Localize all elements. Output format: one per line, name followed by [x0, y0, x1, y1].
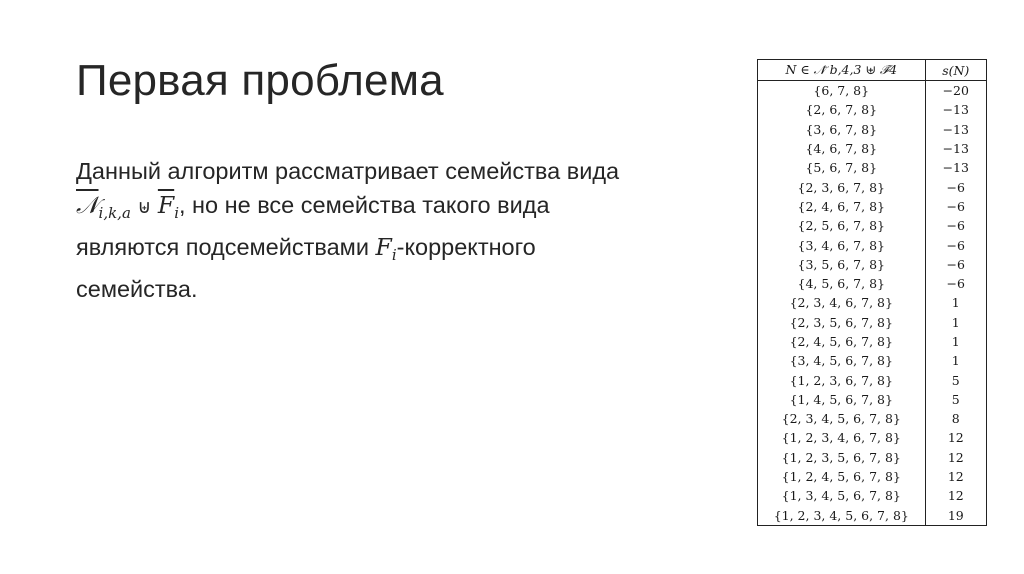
s-value-cell: 12 — [925, 467, 986, 486]
set-cell: {2, 3, 6, 7, 8} — [758, 177, 926, 196]
s-value-cell: −20 — [925, 81, 986, 101]
set-cell: {1, 4, 5, 6, 7, 8} — [758, 390, 926, 409]
table-row — [758, 409, 987, 428]
s-value-cell: 1 — [925, 293, 986, 312]
math-n-subscript: i,k,a — [98, 204, 131, 222]
set-cell: {4, 5, 6, 7, 8} — [758, 274, 926, 293]
set-cell: {1, 2, 3, 5, 6, 7, 8} — [758, 448, 926, 467]
table-row — [758, 428, 987, 447]
s-value-cell: 12 — [925, 486, 986, 505]
table-row — [758, 467, 987, 486]
set-cell: {3, 4, 6, 7, 8} — [758, 235, 926, 254]
body-line-1: Данный алгоритм рассматривает семейства вида — [76, 158, 620, 184]
s-value-cell: −6 — [925, 235, 986, 254]
table-row — [758, 506, 987, 526]
s-value-cell: 1 — [925, 332, 986, 351]
math-f2-symbol: F — [375, 233, 392, 261]
math-n-symbol: 𝒩 — [76, 191, 99, 219]
set-cell: {3, 4, 5, 6, 7, 8} — [758, 351, 926, 370]
body-paragraph — [76, 154, 726, 306]
body-line-3-start: являются подсемействами — [76, 234, 376, 260]
math-family-f — [157, 191, 179, 222]
set-cell: {3, 6, 7, 8} — [758, 120, 926, 139]
s-value-cell: −13 — [925, 139, 986, 158]
s-value-cell: −13 — [925, 120, 986, 139]
table-row — [758, 255, 987, 274]
s-value-cell: −6 — [925, 197, 986, 216]
s-value-cell: 19 — [925, 506, 986, 526]
body-line-2-rest: , но не все семейства такого вида — [179, 192, 550, 218]
s-value-cell: 1 — [925, 351, 986, 370]
table-row — [758, 177, 987, 196]
s-value-cell: 12 — [925, 448, 986, 467]
set-cell: {1, 2, 3, 4, 5, 6, 7, 8} — [758, 506, 926, 526]
math-f-subscript: i — [174, 204, 179, 222]
set-cell: {3, 5, 6, 7, 8} — [758, 255, 926, 274]
set-cell: {6, 7, 8} — [758, 81, 926, 101]
table-row — [758, 351, 987, 370]
table-body — [758, 81, 987, 526]
table-row — [758, 100, 987, 119]
set-cell: {2, 3, 4, 6, 7, 8} — [758, 293, 926, 312]
slide-title: Первая проблема — [76, 56, 444, 105]
table-row — [758, 120, 987, 139]
set-cell: {2, 3, 4, 5, 6, 7, 8} — [758, 409, 926, 428]
set-cell: {2, 3, 5, 6, 7, 8} — [758, 313, 926, 332]
table-row — [758, 274, 987, 293]
table-row — [758, 216, 987, 235]
union-symbol: ⊎ — [137, 196, 152, 218]
s-value-cell: 5 — [925, 390, 986, 409]
table-row — [758, 158, 987, 177]
table-row — [758, 139, 987, 158]
set-cell: {2, 4, 5, 6, 7, 8} — [758, 332, 926, 351]
s-value-cell: 1 — [925, 313, 986, 332]
body-line-3-end: -корректного — [396, 234, 536, 260]
s-value-cell: −6 — [925, 216, 986, 235]
table-row — [758, 81, 987, 101]
table-row — [758, 197, 987, 216]
table-row — [758, 448, 987, 467]
table-row — [758, 293, 987, 312]
body-line-4: семейства. — [76, 276, 198, 302]
header-s-column: s(N) — [925, 60, 986, 81]
set-cell: {5, 6, 7, 8} — [758, 158, 926, 177]
table-row — [758, 332, 987, 351]
set-cell: {1, 2, 3, 6, 7, 8} — [758, 370, 926, 389]
s-value-cell: −6 — [925, 274, 986, 293]
table-row — [758, 370, 987, 389]
s-value-cell: 8 — [925, 409, 986, 428]
math-f-symbol: $\overline{F}$ — [157, 191, 175, 219]
set-cell: {2, 6, 7, 8} — [758, 100, 926, 119]
table-header-row — [758, 60, 987, 81]
table-row — [758, 313, 987, 332]
result-table — [757, 59, 987, 526]
table-row — [758, 390, 987, 409]
result-table-container — [757, 59, 987, 526]
s-value-cell: 12 — [925, 428, 986, 447]
table-row — [758, 235, 987, 254]
s-value-cell: −6 — [925, 255, 986, 274]
set-cell: {2, 4, 6, 7, 8} — [758, 197, 926, 216]
math-f-correct — [375, 233, 397, 264]
header-set-column: N ∈ 𝒩̄ b,4,3 ⊎ ℱ̄4 — [758, 60, 926, 81]
s-value-cell: −6 — [925, 177, 986, 196]
math-f2-subscript: i — [391, 246, 397, 264]
set-cell: {1, 2, 3, 4, 6, 7, 8} — [758, 428, 926, 447]
set-cell: {1, 2, 4, 5, 6, 7, 8} — [758, 467, 926, 486]
set-cell: {1, 3, 4, 5, 6, 7, 8} — [758, 486, 926, 505]
set-cell: {4, 6, 7, 8} — [758, 139, 926, 158]
math-family-n — [76, 191, 131, 222]
s-value-cell: 5 — [925, 370, 986, 389]
set-cell: {2, 5, 6, 7, 8} — [758, 216, 926, 235]
s-value-cell: −13 — [925, 158, 986, 177]
s-value-cell: −13 — [925, 100, 986, 119]
table-row — [758, 486, 987, 505]
